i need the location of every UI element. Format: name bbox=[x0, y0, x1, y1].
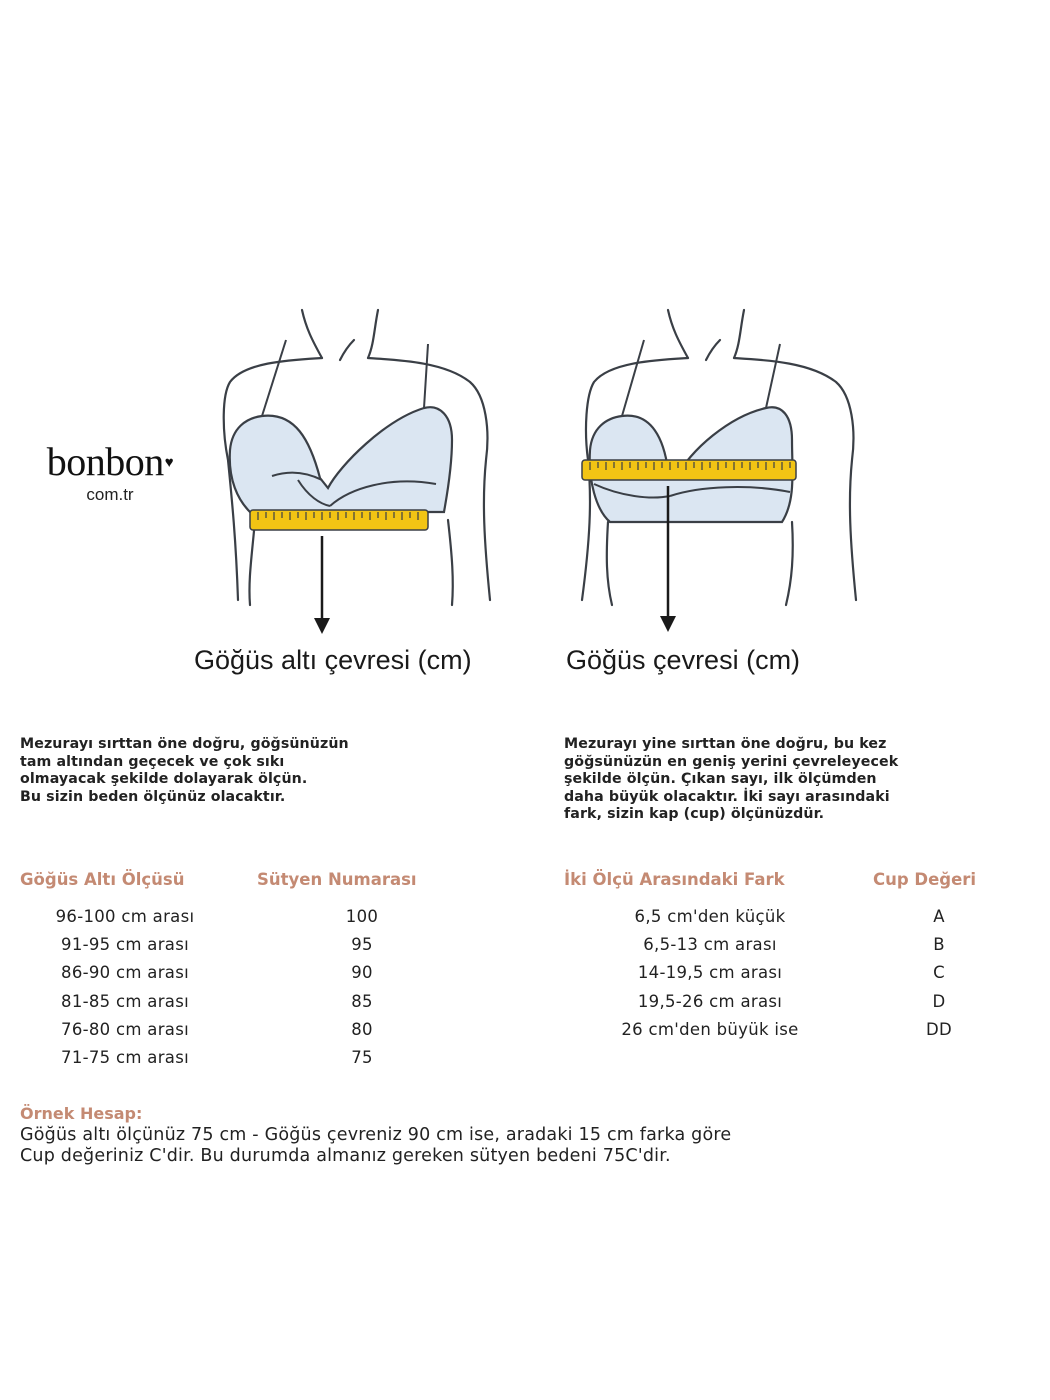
table-cell: 75 bbox=[351, 1048, 373, 1068]
bust-illustration bbox=[560, 300, 900, 640]
table-cell: 86-90 cm arası bbox=[61, 963, 189, 983]
table-cell: 19,5-26 cm arası bbox=[637, 991, 783, 1011]
table-cell: 100 bbox=[345, 907, 379, 926]
arrow-down-icon bbox=[660, 616, 676, 632]
underbust-description: Mezurayı sırttan öne doğru, göğsünüzün tam altından geçecek ve çok sıkı olmayacak şekilde dolayarak ölçün. Bu sizin beden ölçünüz olacaktır. bbox=[20, 736, 349, 805]
bra-shape bbox=[230, 407, 452, 512]
measuring-tape bbox=[250, 510, 428, 530]
brand-logo bbox=[30, 440, 190, 505]
bust-description: Mezurayı yine sırttan öne doğru, bu kez göğsünüzün en geniş yerini çevreleyecek şekilde ölçün. Çıkan sayı, ilk ölçümden daha büyük olacaktır. İki sayı arasındaki fark, sizin kap (cup) ölçünüzdür. bbox=[564, 736, 899, 822]
band-table-header-measure: Göğüs Altı Ölçüsü bbox=[20, 870, 185, 889]
table-cell: 90 bbox=[351, 963, 373, 983]
cup-table-header-cup: Cup Değeri bbox=[873, 870, 977, 889]
cup-value-column bbox=[899, 903, 979, 1044]
table-cell: 71-75 cm arası bbox=[61, 1048, 189, 1068]
brand-name: bonbon♥ bbox=[46, 439, 174, 484]
underbust-illustration bbox=[190, 300, 530, 640]
table-cell: 80 bbox=[351, 1019, 373, 1039]
table-cell: DD bbox=[925, 1019, 952, 1039]
table-cell: 26 cm'den büyük ise bbox=[621, 1019, 799, 1039]
example-text: Göğüs altı ölçünüz 75 cm - Göğüs çevreniz 90 cm ise, aradaki 15 cm farka göre Cup değeriniz C'dir. Bu durumda almanız gereken sütyen bedeni 75C'dir. bbox=[20, 1125, 732, 1166]
band-measure-column bbox=[20, 903, 230, 1072]
table-cell: 76-80 cm arası bbox=[61, 1019, 189, 1039]
table-cell: C bbox=[933, 963, 945, 983]
table-cell: 95 bbox=[351, 935, 373, 955]
table-cell: B bbox=[933, 935, 945, 955]
heart-icon: ♥ bbox=[164, 455, 174, 471]
table-cell: 14-19,5 cm arası bbox=[637, 963, 783, 983]
table-cell: A bbox=[933, 907, 945, 926]
cup-difference-column bbox=[578, 903, 842, 1044]
brand-domain: com.tr bbox=[86, 485, 134, 504]
example-title: Örnek Hesap: bbox=[20, 1104, 143, 1123]
arrow-down-icon bbox=[314, 618, 330, 634]
band-table-header-size: Sütyen Numarası bbox=[257, 870, 417, 889]
table-cell: D bbox=[932, 991, 946, 1011]
band-size-column bbox=[302, 903, 422, 1072]
table-cell: 81-85 cm arası bbox=[61, 991, 189, 1011]
table-cell: 6,5 cm'den küçük bbox=[634, 907, 786, 926]
cup-table-header-difference: İki Ölçü Arasındaki Fark bbox=[564, 870, 785, 889]
table-cell: 85 bbox=[351, 991, 373, 1011]
table-cell: 6,5-13 cm arası bbox=[643, 935, 777, 955]
underbust-title: Göğüs altı çevresi (cm) bbox=[194, 645, 472, 675]
table-cell: 96-100 cm arası bbox=[55, 907, 195, 926]
table-cell: 91-95 cm arası bbox=[61, 935, 189, 955]
bust-title: Göğüs çevresi (cm) bbox=[566, 645, 801, 675]
